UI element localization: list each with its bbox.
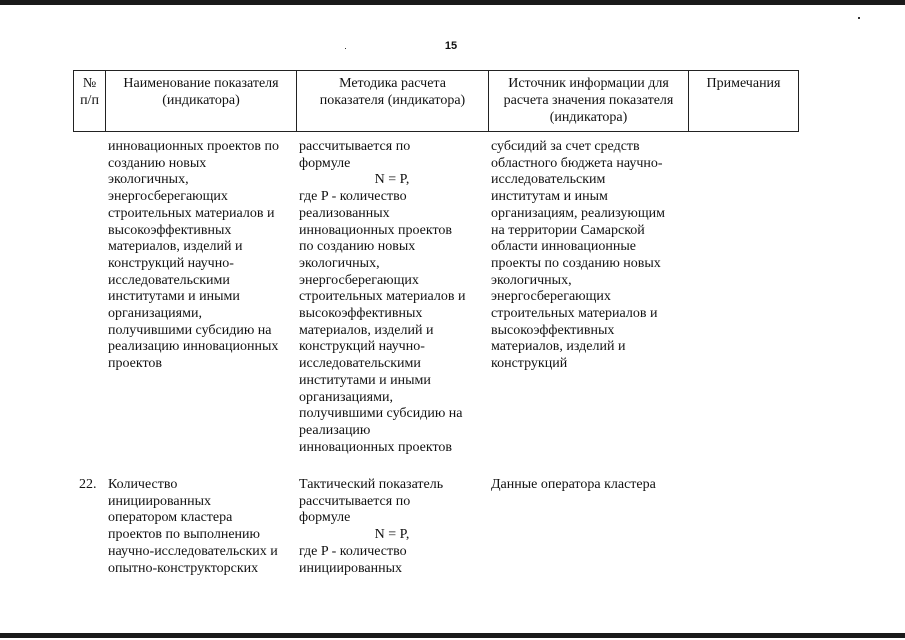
- header-line: Методика расчета: [339, 76, 446, 91]
- text-line: инновационных проектов: [299, 439, 453, 455]
- text-line: где P - количество: [299, 543, 407, 559]
- text-line: экологичных,: [108, 172, 189, 188]
- text-line: областного бюджета научно-: [491, 155, 663, 171]
- text-line: созданию новых: [108, 155, 207, 171]
- bottom-scan-border: [0, 633, 905, 638]
- header-source: [489, 70, 688, 132]
- text-line: энергосберегающих: [491, 289, 611, 305]
- text-line: проектов по выполнению: [108, 527, 260, 543]
- header-line: показателя (индикатора): [319, 93, 466, 108]
- header-line: (индикатора): [549, 110, 628, 125]
- page-number: 15: [444, 40, 458, 52]
- text-line: высокоэффективных: [299, 306, 423, 322]
- text-line: институтами и иными: [108, 289, 240, 305]
- text-line: инновационных проектов: [299, 222, 453, 238]
- text-line: институтами и иными: [299, 372, 431, 388]
- text-line: высокоэффективных: [491, 322, 615, 338]
- header-line: №: [82, 76, 97, 91]
- text-line: проектов: [108, 356, 163, 372]
- text-line: проекты по созданию новых: [491, 255, 661, 271]
- row2-source: [491, 477, 656, 494]
- text-line: институтам и иным: [491, 189, 608, 205]
- text-line: инновационных проектов по: [108, 139, 280, 154]
- text-line: реализацию инновационных: [108, 339, 279, 355]
- formula: N = P,: [374, 172, 410, 188]
- header-number: [74, 70, 105, 132]
- text-line: строительных материалов и: [491, 306, 658, 322]
- text-line: исследовательскими: [108, 272, 230, 288]
- text-line: исследовательским: [491, 172, 606, 188]
- formula: N = P,: [374, 527, 410, 543]
- text-line: научно-исследовательских и: [108, 543, 278, 559]
- scan-speck: [858, 17, 860, 19]
- text-line: по созданию новых: [299, 239, 416, 255]
- text-line: опытно-конструкторских: [108, 560, 259, 576]
- text-line: конструкций научно-: [299, 339, 425, 355]
- text-line: Данные оператора кластера: [491, 477, 656, 492]
- text-line: конструкций: [491, 356, 568, 372]
- top-scan-border: [0, 0, 905, 5]
- text-line: области инновационные: [491, 239, 637, 255]
- row1-source: [491, 139, 665, 373]
- header-indicator-name: [106, 70, 296, 132]
- header-line: Примечания: [706, 76, 781, 91]
- text-line: реализованных: [299, 205, 390, 221]
- header-line: Источник информации для: [508, 76, 669, 91]
- text-line: организациям, реализующим: [491, 205, 665, 221]
- header-notes: [689, 70, 798, 132]
- text-line: материалов, изделий и: [108, 239, 243, 255]
- text-line: исследовательскими: [299, 356, 421, 372]
- text-line: организациями,: [299, 389, 393, 405]
- text-line: строительных материалов и: [299, 289, 466, 305]
- text-line: инициированных: [108, 493, 211, 509]
- text-line: оператором кластера: [108, 510, 233, 526]
- row2-method: [299, 477, 485, 577]
- row2-indicator-name: [108, 477, 278, 577]
- text-line: экологичных,: [299, 255, 380, 271]
- header-line: п/п: [80, 93, 99, 108]
- text-line: Тактический показатель: [299, 477, 444, 492]
- header-line: (индикатора): [162, 93, 240, 108]
- header-method: [297, 70, 488, 132]
- text-line: где P - количество: [299, 189, 407, 205]
- text-line: на территории Самарской: [491, 222, 645, 238]
- text-line: организациями,: [108, 306, 202, 322]
- text-line: конструкций научно-: [108, 255, 234, 271]
- text-line: инициированных: [299, 560, 402, 576]
- row1-indicator-name: [108, 139, 279, 373]
- row1-method: [299, 139, 485, 456]
- text-line: реализацию: [299, 422, 371, 438]
- text-line: материалов, изделий и: [299, 322, 434, 338]
- text-line: Количество: [108, 477, 178, 492]
- text-line: рассчитывается по: [299, 493, 411, 509]
- text-line: формуле: [299, 510, 351, 526]
- text-line: рассчитывается по: [299, 139, 411, 154]
- col-divider: [798, 70, 799, 132]
- text-line: материалов, изделий и: [491, 339, 626, 355]
- text-line: формуле: [299, 155, 351, 171]
- text-line: высокоэффективных: [108, 222, 232, 238]
- header-line: Наименование показателя: [123, 76, 279, 91]
- text-line: субсидий за счет средств: [491, 139, 640, 154]
- text-line: получившими субсидию на: [108, 322, 272, 338]
- text-line: энергосберегающих: [299, 272, 419, 288]
- scan-speck: [345, 48, 346, 49]
- text-line: энергосберегающих: [108, 189, 228, 205]
- text-line: строительных материалов и: [108, 205, 275, 221]
- row2-number: 22.: [79, 477, 97, 492]
- header-line: расчета значения показателя: [503, 93, 674, 108]
- text-line: получившими субсидию на: [299, 406, 463, 422]
- text-line: экологичных,: [491, 272, 572, 288]
